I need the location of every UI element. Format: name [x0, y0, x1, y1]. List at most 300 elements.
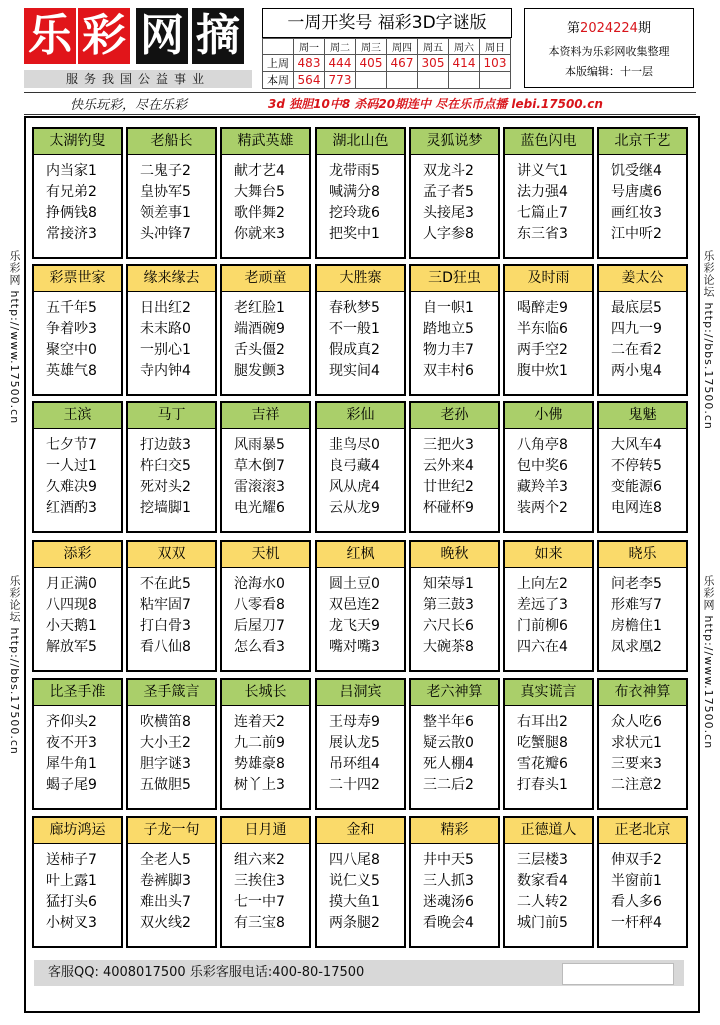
riddle-line: 众人吃6: [611, 714, 662, 730]
riddle-line: 沧海水0: [234, 576, 285, 592]
riddle-line: 假成真2: [329, 342, 380, 358]
riddle-line: 叶上露1: [46, 873, 97, 889]
riddle-line: 月正满0: [46, 576, 97, 592]
riddle-line: 云外来4: [423, 458, 474, 474]
riddle-line: 两条腿2: [329, 915, 380, 931]
riddle-line: 包中奖6: [517, 458, 568, 474]
riddle-line: 三要来3: [611, 756, 662, 772]
riddle-line: 变能源6: [611, 479, 662, 495]
riddle-line: 看人多6: [611, 894, 662, 910]
card-title: 老顽童: [222, 266, 309, 292]
riddle-card: [409, 540, 500, 672]
card-title: 马丁: [128, 403, 215, 429]
riddle-line: 号唐虞6: [611, 184, 662, 200]
riddle-line: 右耳出2: [517, 714, 568, 730]
riddle-line: 一人过1: [46, 458, 97, 474]
card-title: 廊坊鸿运: [34, 818, 121, 844]
riddle-line: 久难决9: [46, 479, 97, 495]
riddle-card: [220, 401, 311, 533]
table-row: [263, 55, 511, 72]
riddle-card: [32, 816, 123, 948]
riddle-line: 上向左2: [517, 576, 568, 592]
riddle-card: [126, 127, 217, 259]
riddle-line: 王母寿9: [329, 714, 380, 730]
riddle-line: 舌头僵2: [234, 342, 285, 358]
draw-number: 405: [356, 55, 387, 72]
issue-line: [525, 17, 693, 36]
card-title: 正老北京: [599, 818, 686, 844]
card-title: 红枫: [317, 542, 404, 568]
riddle-line: 全老人5: [140, 852, 191, 868]
riddle-card: [409, 127, 500, 259]
riddle-line: 卷裤脚3: [140, 873, 191, 889]
riddle-line: 七夕节7: [46, 437, 97, 453]
row-label: 本周: [263, 72, 294, 89]
card-title: 吕洞宾: [317, 680, 404, 706]
riddle-line: 龙带雨5: [329, 163, 380, 179]
card-title: 王滨: [34, 403, 121, 429]
day-header: 周六: [449, 39, 480, 55]
riddle-line: 迷魂汤6: [423, 894, 474, 910]
riddle-line: 最底层5: [611, 300, 662, 316]
side-text-right-bottom: 乐彩网 http://www.17500.cn: [702, 575, 715, 750]
riddle-line: 聚空中0: [46, 342, 97, 358]
riddle-line: 三层楼3: [517, 852, 568, 868]
riddle-line: 死对头2: [140, 479, 191, 495]
riddle-card: [126, 540, 217, 672]
slogan: 服务我国公益事业: [24, 70, 252, 88]
riddle-card: [126, 401, 217, 533]
day-header: 周五: [418, 39, 449, 55]
riddle-card: [220, 264, 311, 396]
riddle-line: 五做胆5: [140, 777, 191, 793]
draw-number: 467: [387, 55, 418, 72]
riddle-line: 大风车4: [611, 437, 662, 453]
riddle-line: 三把火3: [423, 437, 474, 453]
riddle-line: 双丰村6: [423, 363, 474, 379]
card-title: 老孙: [411, 403, 498, 429]
issue-info: [524, 8, 694, 88]
riddle-line: 歌伴舞2: [234, 205, 285, 221]
riddle-card: [315, 127, 406, 259]
riddle-line: 龙飞天9: [329, 618, 380, 634]
riddle-line: 五千年5: [46, 300, 97, 316]
riddle-line: 献才艺4: [234, 163, 285, 179]
riddle-line: 犀牛角1: [46, 756, 97, 772]
riddle-line: 数家看4: [517, 873, 568, 889]
riddle-line: 送柿子7: [46, 852, 97, 868]
riddle-card: [126, 816, 217, 948]
card-title: 精彩: [411, 818, 498, 844]
card-title: 添彩: [34, 542, 121, 568]
card-title: 吉祥: [222, 403, 309, 429]
riddle-card: [32, 401, 123, 533]
riddle-line: 双邑连2: [329, 597, 380, 613]
card-title: 晓乐: [599, 542, 686, 568]
riddle-line: 门前柳6: [517, 618, 568, 634]
riddle-line: 怎么看3: [234, 639, 285, 655]
riddle-line: 小树叉3: [46, 915, 97, 931]
riddle-line: 胆字谜3: [140, 756, 191, 772]
banner-motto: 快乐玩彩，尽在乐彩: [70, 98, 188, 113]
riddle-line: 有三宝8: [234, 915, 285, 931]
riddle-line: 城门前5: [517, 915, 568, 931]
card-title: 及时雨: [505, 266, 592, 292]
riddle-line: 春秋梦5: [329, 300, 380, 316]
riddle-line: 常接济3: [46, 226, 97, 242]
riddle-line: 一杆秤4: [611, 915, 662, 931]
card-title: 蓝色闪电: [505, 129, 592, 155]
row-label: 上周: [263, 55, 294, 72]
card-title: 天机: [222, 542, 309, 568]
riddle-line: 挖玲珑6: [329, 205, 380, 221]
card-title: 姜太公: [599, 266, 686, 292]
card-title: 灵狐说梦: [411, 129, 498, 155]
riddle-card: [503, 540, 594, 672]
card-title: 如来: [505, 542, 592, 568]
card-title: 真实谎言: [505, 680, 592, 706]
riddle-card: [597, 816, 688, 948]
footer: [34, 960, 684, 986]
riddle-line: 势雄豪8: [234, 756, 285, 772]
riddle-line: 争着吵3: [46, 321, 97, 337]
card-title: 晚秋: [411, 542, 498, 568]
riddle-line: 饥受继4: [611, 163, 662, 179]
card-title: 布衣神算: [599, 680, 686, 706]
riddle-line: 齐仰头2: [46, 714, 97, 730]
card-title: 比圣手准: [34, 680, 121, 706]
riddle-line: 大碗茶8: [423, 639, 474, 655]
riddle-line: 小天鹅1: [46, 618, 97, 634]
riddle-line: 有兄弟2: [46, 184, 97, 200]
riddle-card: [32, 264, 123, 396]
draw-number: 564: [294, 72, 325, 89]
riddle-line: 不在此5: [140, 576, 191, 592]
card-title: 精武英雄: [222, 129, 309, 155]
riddle-line: 二注意2: [611, 777, 662, 793]
logo-char: 彩: [78, 8, 130, 64]
table-header-row: [263, 39, 511, 55]
draw-number: [387, 72, 418, 89]
riddle-line: 猛打头6: [46, 894, 97, 910]
day-header: 周二: [325, 39, 356, 55]
riddle-line: 打白骨3: [140, 618, 191, 634]
riddle-line: 半窗前1: [611, 873, 662, 889]
riddle-line: 四九一9: [611, 321, 662, 337]
riddle-line: 伸双手2: [611, 852, 662, 868]
riddle-card: [597, 401, 688, 533]
card-title: 缘来缘去: [128, 266, 215, 292]
draw-results-table: [262, 38, 511, 89]
riddle-line: 头接尾3: [423, 205, 474, 221]
riddle-card: [597, 678, 688, 810]
card-title: 小佛: [505, 403, 592, 429]
day-header: 周四: [387, 39, 418, 55]
footer-blank-box: [562, 963, 674, 985]
riddle-line: 九二前9: [234, 735, 285, 751]
riddle-card: [315, 264, 406, 396]
logo-char: 摘: [192, 8, 244, 64]
riddle-card: [503, 678, 594, 810]
riddle-line: 形难写7: [611, 597, 662, 613]
riddle-line: 解放军5: [46, 639, 97, 655]
riddle-card: [32, 678, 123, 810]
riddle-line: 良弓藏4: [329, 458, 380, 474]
riddle-line: 知荣辱1: [423, 576, 474, 592]
card-title: 长城长: [222, 680, 309, 706]
riddle-line: 风从虎4: [329, 479, 380, 495]
riddle-line: 三人抓3: [423, 873, 474, 889]
riddle-line: 打边鼓3: [140, 437, 191, 453]
riddle-line: 江中听2: [611, 226, 662, 242]
riddle-line: 草木倒7: [234, 458, 285, 474]
draw-number: 103: [480, 55, 511, 72]
riddle-line: 问老李5: [611, 576, 662, 592]
riddle-line: 喝醉走9: [517, 300, 568, 316]
riddle-line: 七篇止7: [517, 205, 568, 221]
riddle-card: [597, 540, 688, 672]
card-title: 彩票世家: [34, 266, 121, 292]
riddle-line: 皇协军5: [140, 184, 191, 200]
riddle-line: 电网连8: [611, 500, 662, 516]
draw-number: [356, 72, 387, 89]
card-title: 鬼魅: [599, 403, 686, 429]
riddle-line: 装两个2: [517, 500, 568, 516]
issue-prefix: 第: [567, 21, 581, 36]
riddle-line: 四六在4: [517, 639, 568, 655]
riddle-line: 风雨暴5: [234, 437, 285, 453]
riddle-card: [32, 540, 123, 672]
side-text-left-top: 乐彩网 http://www.17500.cn: [8, 250, 21, 425]
riddle-line: 你就来3: [234, 226, 285, 242]
riddle-line: 第三鼓3: [423, 597, 474, 613]
draw-number: 773: [325, 72, 356, 89]
riddle-line: 挣俩钱8: [46, 205, 97, 221]
riddle-line: 看晚会4: [423, 915, 474, 931]
logo-char: 网: [136, 8, 188, 64]
issue-suffix: 期: [637, 21, 651, 36]
riddle-line: 四八尾8: [329, 852, 380, 868]
riddle-line: 讲义气1: [517, 163, 568, 179]
riddle-line: 半东临6: [517, 321, 568, 337]
riddle-line: 吃蟹腿8: [517, 735, 568, 751]
draw-number: 444: [325, 55, 356, 72]
riddle-line: 人字参8: [423, 226, 474, 242]
editor-note: 本版编辑：十一层: [565, 65, 653, 78]
riddle-card: [220, 127, 311, 259]
riddle-line: 把奖中1: [329, 226, 380, 242]
riddle-line: 圆土豆0: [329, 576, 380, 592]
card-title: 老六神算: [411, 680, 498, 706]
riddle-line: 夜不开3: [46, 735, 97, 751]
riddle-line: 嘴对嘴3: [329, 639, 380, 655]
riddle-line: 雪花瓣6: [517, 756, 568, 772]
riddle-line: 一别心1: [140, 342, 191, 358]
card-title: 湖北山色: [317, 129, 404, 155]
riddle-line: 房檐住1: [611, 618, 662, 634]
logo: [24, 6, 252, 68]
riddle-line: 腹中炊1: [517, 363, 568, 379]
riddle-line: 现实间4: [329, 363, 380, 379]
riddle-card: [503, 264, 594, 396]
riddle-line: 孟子者5: [423, 184, 474, 200]
riddle-line: 三二后2: [423, 777, 474, 793]
footer-contact: 客服QQ: 4008017500 乐彩客服电话:400-80-17500: [48, 965, 365, 980]
riddle-line: 吊环组4: [329, 756, 380, 772]
riddle-line: 差远了3: [517, 597, 568, 613]
riddle-line: 画红妆3: [611, 205, 662, 221]
card-title: 日月通: [222, 818, 309, 844]
draw-number: 305: [418, 55, 449, 72]
riddle-line: 吹横笛8: [140, 714, 191, 730]
riddle-line: 寺内钟4: [140, 363, 191, 379]
riddle-line: 二鬼子2: [140, 163, 191, 179]
draw-number: [418, 72, 449, 89]
riddle-line: 难出头7: [140, 894, 191, 910]
issue-number: 2024224: [580, 21, 638, 36]
riddle-line: 未末路0: [140, 321, 191, 337]
riddle-line: 廿世纪2: [423, 479, 474, 495]
riddle-line: 粘牢固7: [140, 597, 191, 613]
logo-char: 乐: [24, 8, 76, 64]
riddle-card: [409, 401, 500, 533]
riddle-line: 两手空2: [517, 342, 568, 358]
riddle-card: [409, 264, 500, 396]
banner-promo-link[interactable]: 3d 独胆10中8 杀码20期连中 尽在乐币点播 lebi.17500.cn: [268, 97, 603, 111]
riddle-card: [126, 264, 217, 396]
riddle-card: [220, 678, 311, 810]
table-corner: [263, 39, 294, 55]
riddle-line: 二人转2: [517, 894, 568, 910]
riddle-line: 大舞台5: [234, 184, 285, 200]
riddle-line: 井中天5: [423, 852, 474, 868]
source-note: 本资料为乐彩网收集整理: [548, 45, 670, 58]
riddle-line: 杵臼交5: [140, 458, 191, 474]
card-title: 三D狂虫: [411, 266, 498, 292]
riddle-line: 七一中7: [234, 894, 285, 910]
card-title: 双双: [128, 542, 215, 568]
riddle-line: 打春头1: [517, 777, 568, 793]
riddle-line: 说仁义5: [329, 873, 380, 889]
riddle-card: [220, 540, 311, 672]
riddle-line: 头冲锋7: [140, 226, 191, 242]
card-title: 子龙一句: [128, 818, 215, 844]
riddle-line: 八零看8: [234, 597, 285, 613]
card-title: 圣手箴言: [128, 680, 215, 706]
riddle-line: 八角亭8: [517, 437, 568, 453]
riddle-line: 后屋刀7: [234, 618, 285, 634]
riddle-line: 云从龙9: [329, 500, 380, 516]
riddle-line: 领差事1: [140, 205, 191, 221]
riddle-card: [503, 816, 594, 948]
riddle-line: 组六来2: [234, 852, 285, 868]
riddle-card: [503, 127, 594, 259]
riddle-line: 八四现8: [46, 597, 97, 613]
riddle-line: 看八仙8: [140, 639, 191, 655]
riddle-line: 二在看2: [611, 342, 662, 358]
riddle-line: 喊满分8: [329, 184, 380, 200]
riddle-card: [126, 678, 217, 810]
riddle-card: [32, 127, 123, 259]
riddle-line: 不停转5: [611, 458, 662, 474]
riddle-card: [503, 401, 594, 533]
riddle-line: 摸大鱼1: [329, 894, 380, 910]
draw-number: [449, 72, 480, 89]
riddle-line: 蝎子尾9: [46, 777, 97, 793]
riddle-line: 日出红2: [140, 300, 191, 316]
table-row: [263, 72, 511, 89]
riddle-line: 凤求凰2: [611, 639, 662, 655]
riddle-line: 腿发颤3: [234, 363, 285, 379]
riddle-card: [409, 678, 500, 810]
day-header: 周日: [480, 39, 511, 55]
riddle-card: [409, 816, 500, 948]
riddle-line: 疑云散0: [423, 735, 474, 751]
riddle-line: 六尺长6: [423, 618, 474, 634]
riddle-line: 英雄气8: [46, 363, 97, 379]
riddle-line: 老红脸1: [234, 300, 285, 316]
riddle-line: 不一般1: [329, 321, 380, 337]
riddle-card: [315, 540, 406, 672]
riddle-line: 死人棚4: [423, 756, 474, 772]
side-text-left-bottom: 乐彩论坛 http://bbs.17500.cn: [8, 575, 21, 755]
riddle-line: 法力强4: [517, 184, 568, 200]
riddle-card: [597, 127, 688, 259]
riddle-line: 自一帜1: [423, 300, 474, 316]
riddle-line: 电光耀6: [234, 500, 285, 516]
draw-number: [480, 72, 511, 89]
riddle-line: 杯碰杯9: [423, 500, 474, 516]
riddle-line: 求状元1: [611, 735, 662, 751]
riddle-card: [315, 678, 406, 810]
riddle-line: 两小鬼4: [611, 363, 662, 379]
draw-number: 414: [449, 55, 480, 72]
card-title: 太湖钓叟: [34, 129, 121, 155]
card-title: 大胜寨: [317, 266, 404, 292]
riddle-card: [597, 264, 688, 396]
riddle-line: 挖墙脚1: [140, 500, 191, 516]
riddle-line: 三挨住3: [234, 873, 285, 889]
riddle-line: 连着天2: [234, 714, 285, 730]
riddle-line: 物力丰7: [423, 342, 474, 358]
riddle-line: 藏羚羊3: [517, 479, 568, 495]
riddle-line: 展认龙5: [329, 735, 380, 751]
riddle-line: 东三省3: [517, 226, 568, 242]
riddle-line: 韭鸟尽0: [329, 437, 380, 453]
riddle-line: 二十四2: [329, 777, 380, 793]
draw-number: 483: [294, 55, 325, 72]
page-title: 一周开奖号 福彩3D字谜版: [262, 8, 512, 38]
riddle-line: 红酒酌3: [46, 500, 97, 516]
riddle-line: 双火线2: [140, 915, 191, 931]
riddle-line: 踏地立5: [423, 321, 474, 337]
day-header: 周一: [294, 39, 325, 55]
day-header: 周三: [356, 39, 387, 55]
riddle-line: 大小王2: [140, 735, 191, 751]
riddle-line: 雷滚滚3: [234, 479, 285, 495]
riddle-card: [220, 816, 311, 948]
riddle-card: [315, 816, 406, 948]
card-title: 正德道人: [505, 818, 592, 844]
riddle-line: 整半年6: [423, 714, 474, 730]
card-title: 金和: [317, 818, 404, 844]
card-title: 老船长: [128, 129, 215, 155]
card-title: 北京千艺: [599, 129, 686, 155]
side-text-right-top: 乐彩论坛 http://bbs.17500.cn: [702, 250, 715, 430]
riddle-line: 双龙斗2: [423, 163, 474, 179]
riddle-line: 内当家1: [46, 163, 97, 179]
riddle-card: [315, 401, 406, 533]
